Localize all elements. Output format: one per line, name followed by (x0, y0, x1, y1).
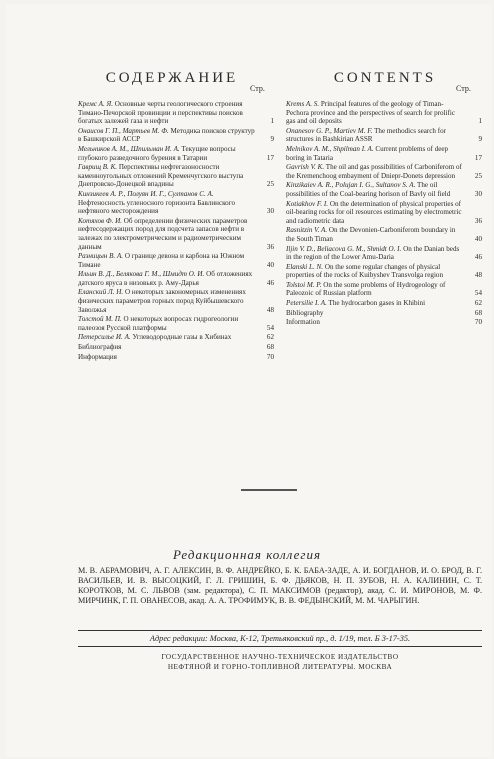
toc-entry-page: 9 (270, 135, 274, 144)
toc-entry-page: 46 (266, 278, 274, 287)
toc-entry-author: Melnikov A. M., Shpilman I. A. (286, 144, 374, 153)
toc-entry-author: Петерсилье И. А. (78, 333, 131, 342)
toc-entry-title: Текущие вопросы глубокого разведочного бурения в Татарии (78, 144, 236, 162)
publisher-line-2: НЕФТЯНОЙ И ГОРНО-ТОПЛИВНОЙ ЛИТЕРАТУРЫ. МОСКВА (167, 662, 393, 671)
toc-entry-title: The oil and gas possibilities of Carboniferom of the Kremenchoog embayment of Dniepr-Donets depression (286, 163, 462, 180)
toc-entry-page: 62 (474, 299, 482, 308)
toc-entry-author: Кинзикеев А. Р., Полуян И. Г., Султанов С. А. (78, 189, 214, 198)
toc-entry-title: Методика поисков структур в Башкирской АССР (78, 126, 255, 144)
toc-entry (286, 163, 482, 180)
toc-entry-page: 36 (266, 242, 274, 251)
toc-entry-author: Толстой М. П. (78, 315, 122, 324)
toc-entry (286, 318, 482, 327)
toc-entry-author: Еланский Л. Н. (78, 288, 124, 297)
toc-entry-page: 40 (474, 234, 482, 243)
toc-entry-page: 25 (266, 180, 274, 189)
toc-entry-title: Нефтеносность угленосного горизонта Бавлинского нефтяного месторождения (78, 198, 236, 216)
toc-entry (286, 281, 482, 298)
toc-entry-page: 70 (474, 318, 482, 327)
contents-en-header (285, 70, 485, 91)
toc-entry-page: 30 (266, 207, 274, 216)
toc-entry (78, 333, 274, 342)
toc-entry-title: Principal features of the geology of Timan-Pechora province and the perspectives of search for prolific gas and oil deposits (286, 100, 455, 126)
toc-entry (286, 245, 482, 262)
toc-entry-page: 70 (266, 352, 274, 361)
toc-entry (78, 288, 274, 314)
editorial-board-title: Редакционная коллегия (172, 547, 322, 562)
toc-entry-title: О некоторых вопросах гидрогеологии палеозоя Русской платформы (78, 315, 239, 332)
toc-entry-author: Krems A. S. (286, 100, 320, 108)
contents-ru-list (78, 100, 274, 362)
toc-entry-page: 30 (474, 189, 482, 198)
toc-entry-author: Мельников А. М., Шпильман И. А. (78, 144, 180, 153)
toc-entry-author: Elanski L. N. (286, 262, 324, 271)
toc-entry-author: Petersilie I. A. (286, 299, 327, 308)
toc-entry (286, 200, 482, 226)
toc-entry (78, 353, 274, 362)
toc-entry-title: The hydrocarbon gases in Khibini (328, 299, 426, 308)
toc-entry-page: 48 (266, 305, 274, 314)
toc-entry-title: The oil possibilities of the Coal-bearing horison of Bavly oil field (286, 181, 451, 198)
toc-entry-page: 68 (474, 308, 482, 317)
toc-entry-author: Онаисов Г. П., Мартьев М. Ф. (78, 126, 169, 135)
toc-entry-title: О некоторых закономерных изменениях физических параметров горных пород Куйбышевского Заволжья (78, 288, 246, 314)
toc-entry (78, 217, 274, 251)
toc-entry-page: 54 (266, 323, 274, 332)
toc-entry-title: Information (286, 318, 320, 327)
editorial-board-members: М. В. АБРАМОВИЧ, А. Г. АЛЕКСИН, В. Ф. АНДРЕЙКО, Б. К. БАБА-ЗАДЕ, А. И. БОГДАНОВ, И. О. БРОД, В. Г. ВАСИЛЬЕВ, И. В. ВЫСОЦКИЙ, Г. Л. ГРИШИН, Б. Ф. ДЬЯКОВ, Н. П. ЗУБОВ, Н. А. КАЛИНИН, С. Т. КОРОТКОВ, М. С. ЛЬВОВ (зам. редактора), С. П. МАКСИМОВ (редактор), акад. С. И. МИРОНОВ, М. Ф. МИРЧИНК, Г. П. ОВАНЕСОВ, акад. А. А. ТРОФИМУК, В. В. ФЕДЫНСКИЙ, М. М. ЧАРЫГИН. (78, 566, 482, 605)
toc-entry (78, 163, 274, 189)
toc-entry-page: 1 (478, 117, 482, 126)
toc-entry (286, 127, 482, 144)
toc-entry-author: Kotiakhov F. I. (286, 199, 329, 208)
toc-entry-page: 48 (474, 271, 482, 280)
contents-ru-title: СОДЕРЖАНИЕ (105, 70, 239, 86)
toc-entry-title: Об отложениях датского яруса в низовьях р. Аму-Дарья (78, 270, 253, 287)
toc-entry-title: Bibliography (286, 308, 324, 317)
toc-entry-title: Углеводородные газы в Хибинах (132, 333, 232, 342)
toc-entry-title: Перспективы нефтегазоносности каменноугольных отложений Кременчугского выступа Днепровско-Донецкой впадины (78, 163, 244, 189)
contents-en-title: CONTENTS (333, 70, 437, 86)
address-rule-bottom (78, 646, 482, 647)
contents-ru-header (72, 70, 272, 91)
toc-entry (286, 299, 482, 308)
toc-entry (286, 263, 482, 280)
toc-entry-page: 68 (266, 343, 274, 352)
toc-entry (78, 315, 274, 332)
toc-entry-author: Onanesov G. P., Martiev M. F. (286, 126, 373, 135)
toc-entry-page: 36 (474, 216, 482, 225)
toc-entry-page: 1 (270, 117, 274, 126)
toc-entry (286, 226, 482, 243)
toc-entry (78, 190, 274, 216)
toc-entry (78, 100, 274, 126)
toc-entry (78, 145, 274, 162)
toc-entry-author: Гаврищ В. К. (78, 163, 118, 172)
toc-entry-page: 40 (266, 260, 274, 269)
toc-entry-page: 62 (266, 333, 274, 342)
publisher-line-1: ГОСУДАРСТВЕННОЕ НАУЧНО-ТЕХНИЧЕСКОЕ ИЗДАТЕЛЬСТВО (161, 653, 399, 661)
section-divider (241, 489, 297, 491)
toc-entry-author: Tolstoi M. P. (286, 280, 322, 289)
toc-entry-author: Котяхов Ф. И. (78, 216, 123, 225)
toc-entry-page: 17 (474, 153, 482, 162)
toc-entry-title: The methodics search for structures in Bashkirian ASSR (286, 126, 446, 144)
toc-entry-page: 17 (266, 153, 274, 162)
toc-entry-title: On the Danian beds in the region of the Lower Amu-Daria (286, 244, 460, 262)
toc-entry-title: On the some regular changes of physical properties of the rocks of Kuibyshev Transvolga region (286, 262, 444, 280)
toc-entry-author: Разницын В. А. (78, 252, 124, 261)
toc-entry-author: Kinzikaiev A. R., Polujan I. G., Sultanov S. A. (286, 181, 416, 190)
toc-entry (286, 100, 482, 126)
toc-entry-title: On the determination of physical properties of oil-bearing rocks for oil resources estimating by electrometric and radiometric data (286, 199, 462, 225)
toc-entry-title: Об определении физических параметров нефтесодержащих пород для подсчета запасов нефти в залежах по электрометрическим и радиометрическим данным (78, 216, 248, 251)
toc-entry-title: О границе девона и карбона на Южном Тимане (78, 252, 245, 269)
toc-entry-title: Библиография (78, 343, 122, 352)
contents-en-list (286, 100, 482, 328)
toc-entry (78, 270, 274, 287)
contents-en-page-label: Стр. (456, 84, 471, 93)
toc-entry (286, 181, 482, 198)
toc-entry (78, 127, 274, 144)
toc-entry-page: 46 (474, 253, 482, 262)
toc-entry-title: On the some problems of Hydrogeology of Paleozoic of Russian platform (286, 280, 446, 298)
editorial-address: Адрес редакции: Москва, К-12, Третьяковский пр., д. 1/19, тел. Б 3-17-35. (149, 634, 411, 643)
toc-entry-title: Current problems of deep boring in Tataria (286, 144, 449, 162)
toc-entry-page: 9 (478, 135, 482, 144)
toc-entry-page: 25 (474, 171, 482, 180)
contents-ru-page-label: Стр. (250, 84, 265, 93)
toc-entry (286, 145, 482, 162)
toc-entry-title: On the Devonien-Carboniferom boundary in the South Timan (286, 226, 456, 243)
toc-entry (78, 343, 274, 352)
publisher-info (78, 653, 482, 672)
toc-entry-author: Rasnitzin V. A. (286, 226, 328, 235)
toc-entry (78, 252, 274, 269)
toc-entry-page: 54 (474, 289, 482, 298)
toc-entry-author: Кремс А. Я. (78, 100, 113, 108)
toc-entry (286, 309, 482, 318)
toc-entry-author: Gavrish V. K. (286, 163, 325, 172)
toc-entry-title: Основные черты геологического строения Тимано-Печорской провинции и перспективы поисков богатых залежей газа и нефти (78, 100, 243, 126)
address-rule-top (78, 630, 482, 631)
toc-entry-author: Iljin V. D., Beliacova G. M., Shmidt O. I. (286, 244, 402, 253)
toc-entry-author: Ильин В. Д., Белякова Г. М., Шмидт О. И. (78, 270, 205, 279)
toc-entry-title: Информация (78, 352, 117, 361)
